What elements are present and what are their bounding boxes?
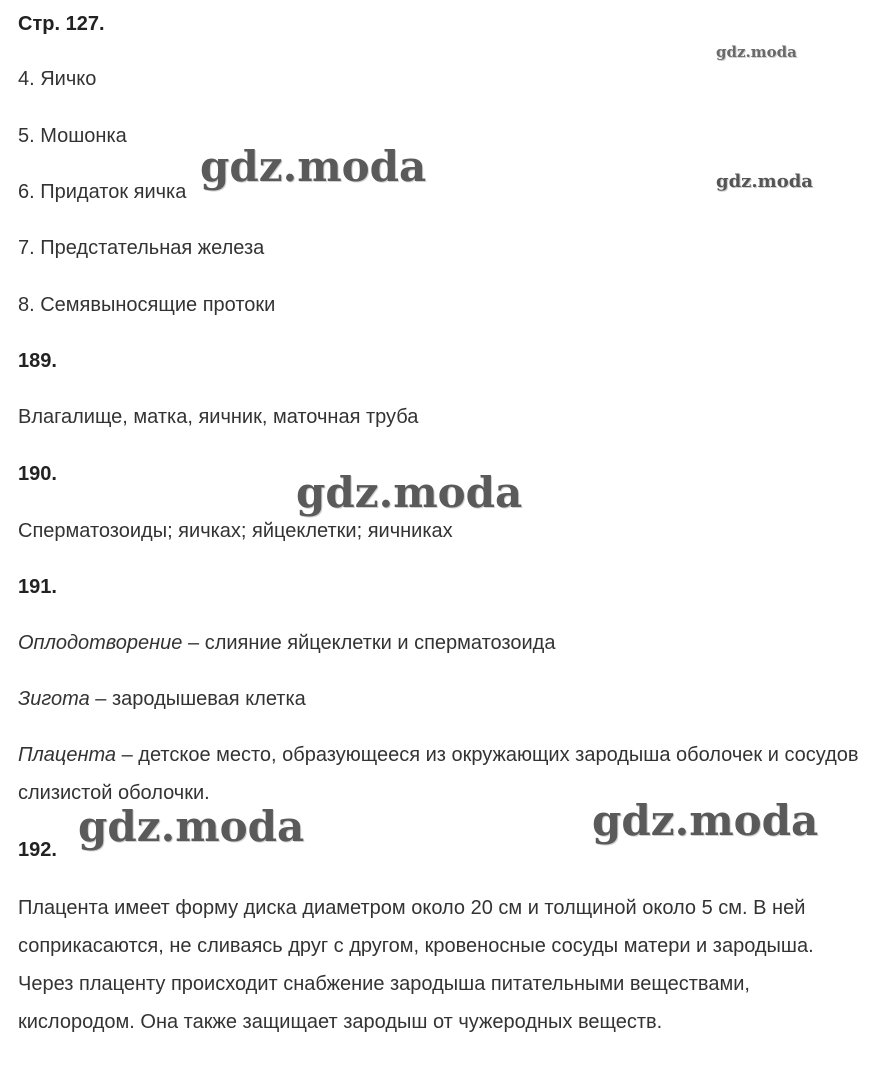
- definition-term: Зигота: [18, 688, 90, 710]
- task-answer-190: Сперматозоиды; яичках; яйцеклетки; яичниках: [18, 520, 453, 542]
- definition-term: Оплодотворение: [18, 632, 183, 654]
- list-item: 8. Семявыносящие протоки: [18, 294, 276, 316]
- definition-text: слияние яйцеклетки и сперматозоида: [204, 632, 556, 654]
- definition-text: зародышевая клетка: [111, 688, 306, 710]
- watermark: gdz.moda: [296, 468, 523, 517]
- definition-term: Плацента: [18, 744, 117, 766]
- page-heading: Стр. 127.: [18, 13, 105, 35]
- watermark: gdz.moda: [592, 796, 819, 845]
- definition-separator: –: [116, 744, 139, 766]
- watermark: gdz.moda: [200, 142, 427, 191]
- task-number-191: 191.: [18, 576, 57, 598]
- task-number-192: 192.: [18, 839, 57, 861]
- task-answer-192: Плацента имеет форму диска диаметром около 20 см и толщиной около 5 см. В ней соприкасаются, не сливаясь друг с другом, кровеносные сосуды матери и зародыша. Через плаценту происходит снабжение зародыша питательными веществами, кислородом. Она также защищает зародыш от чужеродных веществ.: [18, 897, 814, 1033]
- definition-separator: –: [182, 632, 205, 654]
- task-answer-189: Влагалище, матка, яичник, маточная труба: [18, 406, 419, 428]
- definition-fertilization: [18, 631, 555, 655]
- list-item: 6. Придаток яичка: [18, 181, 187, 203]
- list-item: 5. Мошонка: [18, 125, 127, 147]
- task-number-189: 189.: [18, 350, 57, 372]
- watermark: gdz.moda: [716, 171, 813, 192]
- definition-zygote: [18, 687, 306, 711]
- watermark: gdz.moda: [78, 802, 305, 851]
- task-number-190: 190.: [18, 463, 57, 485]
- list-item: 7. Предстательная железа: [18, 237, 265, 259]
- watermark: gdz.moda: [716, 43, 797, 61]
- definition-text: детское место, образующееся из окружающих зародыша оболочек и сосудов слизистой оболочки.: [18, 744, 859, 804]
- definition-separator: –: [89, 688, 112, 710]
- list-item: 4. Яичко: [18, 68, 97, 90]
